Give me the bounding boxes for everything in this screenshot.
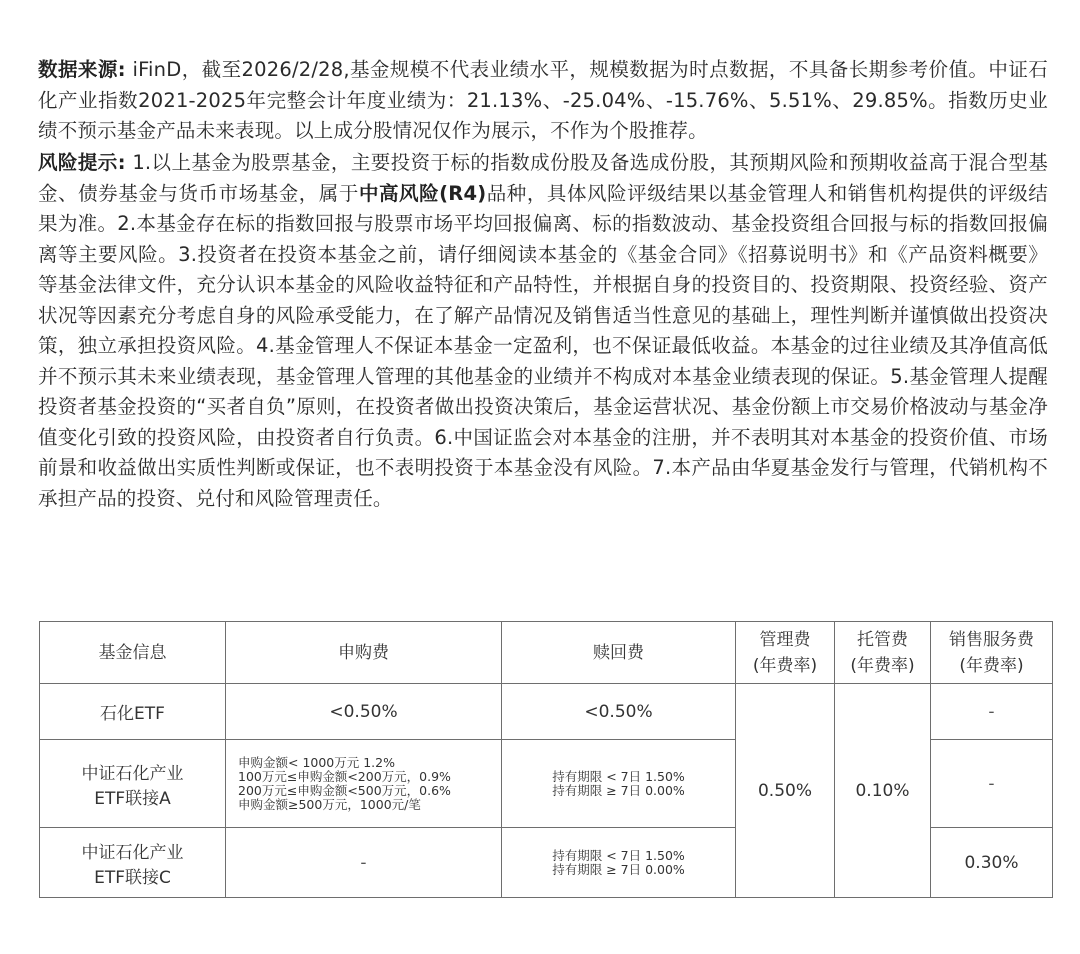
subscription-tier: 申购金额≥500万元，1000元/笔 (238, 796, 421, 812)
sales-service-fee-cell: - (931, 740, 1053, 828)
subscription-fee-cell: - (226, 828, 502, 898)
header-sales-service-fee-unit: (年费率) (959, 655, 1024, 676)
header-sales-service-fee (931, 622, 1053, 684)
redemption-fee-cell (502, 740, 736, 828)
redemption-fee-cell (502, 828, 736, 898)
header-management-fee-label: 管理费 (759, 629, 811, 650)
risk-warning-label: 风险提示: (38, 151, 126, 174)
sales-service-fee-cell: - (931, 684, 1053, 740)
header-management-fee-unit: (年费率) (752, 655, 818, 676)
header-sales-service-fee-label: 销售服务费 (949, 629, 1034, 650)
risk-text-part-b: 品种，具体风险评级结果以基金管理人和销售机构提供的评级结果为准。2.本基金存在标的指数回报与股票市场平均回报偏离、标的指数波动、基金投资组合回报与标的指数回报偏离等主要风险。3.投资者在投资本基金之前，请仔细阅读本基金的《基金合同》《招募说明书》和《产品资料概要》等基金法律文件，充分认识本基金的风险收益特征和产品特性，并根据自身的投资目的、投资期限、投资经验、资产状况等因素充分考虑自身的风险承受能力，在了解产品情况及销售适当性意见的基础上，理性判断并谨慎做出投资决策，独立承担投资风险。4.基金管理人不保证本基金一定盈利，也不保证最低收益。本基金的过往业绩及其净值高低并不预示其未来业绩表现，基金管理人管理的其他基金的业绩并不构成对本基金业绩表现的保证。5.基金管理人提醒投资者基金投资的“买者自负”原则，在投资者做出投资决策后，基金运营状况、基金份额上市交易价格波动与基金净值变化引致的投资风险，由投资者自行负责。6.中国证监会对本基金的注册，并不表明其对本基金的投资价值、市场前景和收益做出实质性判断或保证，也不表明投资于本基金没有风险。7.本产品由华夏基金发行与管理，代销机构不承担产品的投资、兑付和风险管理责任。 (38, 181, 1049, 510)
subscription-tier: 200万元≤申购金额<500万元，0.6% (238, 782, 451, 798)
fund-name-line-1: 中证石化产业 (81, 763, 184, 784)
redemption-tier: 持有期限 ≥ 7日 0.00% (552, 861, 685, 877)
table-row (40, 684, 1053, 740)
redemption-tier: 持有期限 < 7日 1.50% (552, 768, 685, 784)
header-custody-fee-label: 托管费 (857, 629, 908, 650)
custody-fee-cell: 0.10% (835, 684, 931, 898)
subscription-fee-cell (226, 740, 502, 828)
fund-name-line-2: ETF联接C (94, 867, 171, 888)
header-management-fee (736, 622, 835, 684)
management-fee-cell: 0.50% (736, 684, 835, 898)
data-source-paragraph (38, 55, 1048, 147)
header-custody-fee (835, 622, 931, 684)
redemption-tier: 持有期限 ≥ 7日 0.00% (552, 782, 685, 798)
fund-name-cell (40, 740, 226, 828)
header-subscription-fee: 申购费 (226, 622, 502, 684)
fee-table (39, 621, 1053, 898)
subscription-tier: 申购金额< 1000万元 1.2% (238, 754, 395, 770)
header-custody-fee-unit: (年费率) (850, 655, 915, 676)
header-fund-info: 基金信息 (40, 622, 226, 684)
header-redemption-fee: 赎回费 (502, 622, 736, 684)
subscription-tier: 100万元≤申购金额<200万元，0.9% (238, 768, 451, 784)
subscription-fee-cell: <0.50% (226, 684, 502, 740)
risk-level: 中高风险(R4) (358, 181, 487, 205)
sales-service-fee-cell: 0.30% (931, 828, 1053, 898)
redemption-tier: 持有期限 < 7日 1.50% (552, 847, 685, 863)
risk-warning-paragraph (38, 148, 1048, 514)
fund-name-line-2: ETF联接A (94, 788, 171, 809)
data-source-text: iFinD，截至2026/2/28,基金规模不代表业绩水平，规模数据为时点数据，不具备长期参考价值。中证石化产业指数2021-2025年完整会计年度业绩为：21.13%、-25.04%、-15.76%、5.51%、29.85%。指数历史业绩不预示基金产品未来表现。以上成分股情况仅作为展示，不作为个股推荐。 (38, 58, 1048, 142)
risk-text-part-a: 1.以上基金为股票基金，主要投资于标的指数成份股及备选成份股，其预期风险和预期收益高于混合型基金、债券基金与货币市场基金，属于 (38, 151, 1048, 205)
redemption-fee-cell: <0.50% (502, 684, 736, 740)
fee-table-header-row (40, 622, 1053, 684)
fund-name-line-1: 中证石化产业 (81, 842, 184, 863)
fund-name-cell: 石化ETF (40, 684, 226, 740)
data-source-label: 数据来源: (38, 58, 126, 81)
fund-name-cell (40, 828, 226, 898)
